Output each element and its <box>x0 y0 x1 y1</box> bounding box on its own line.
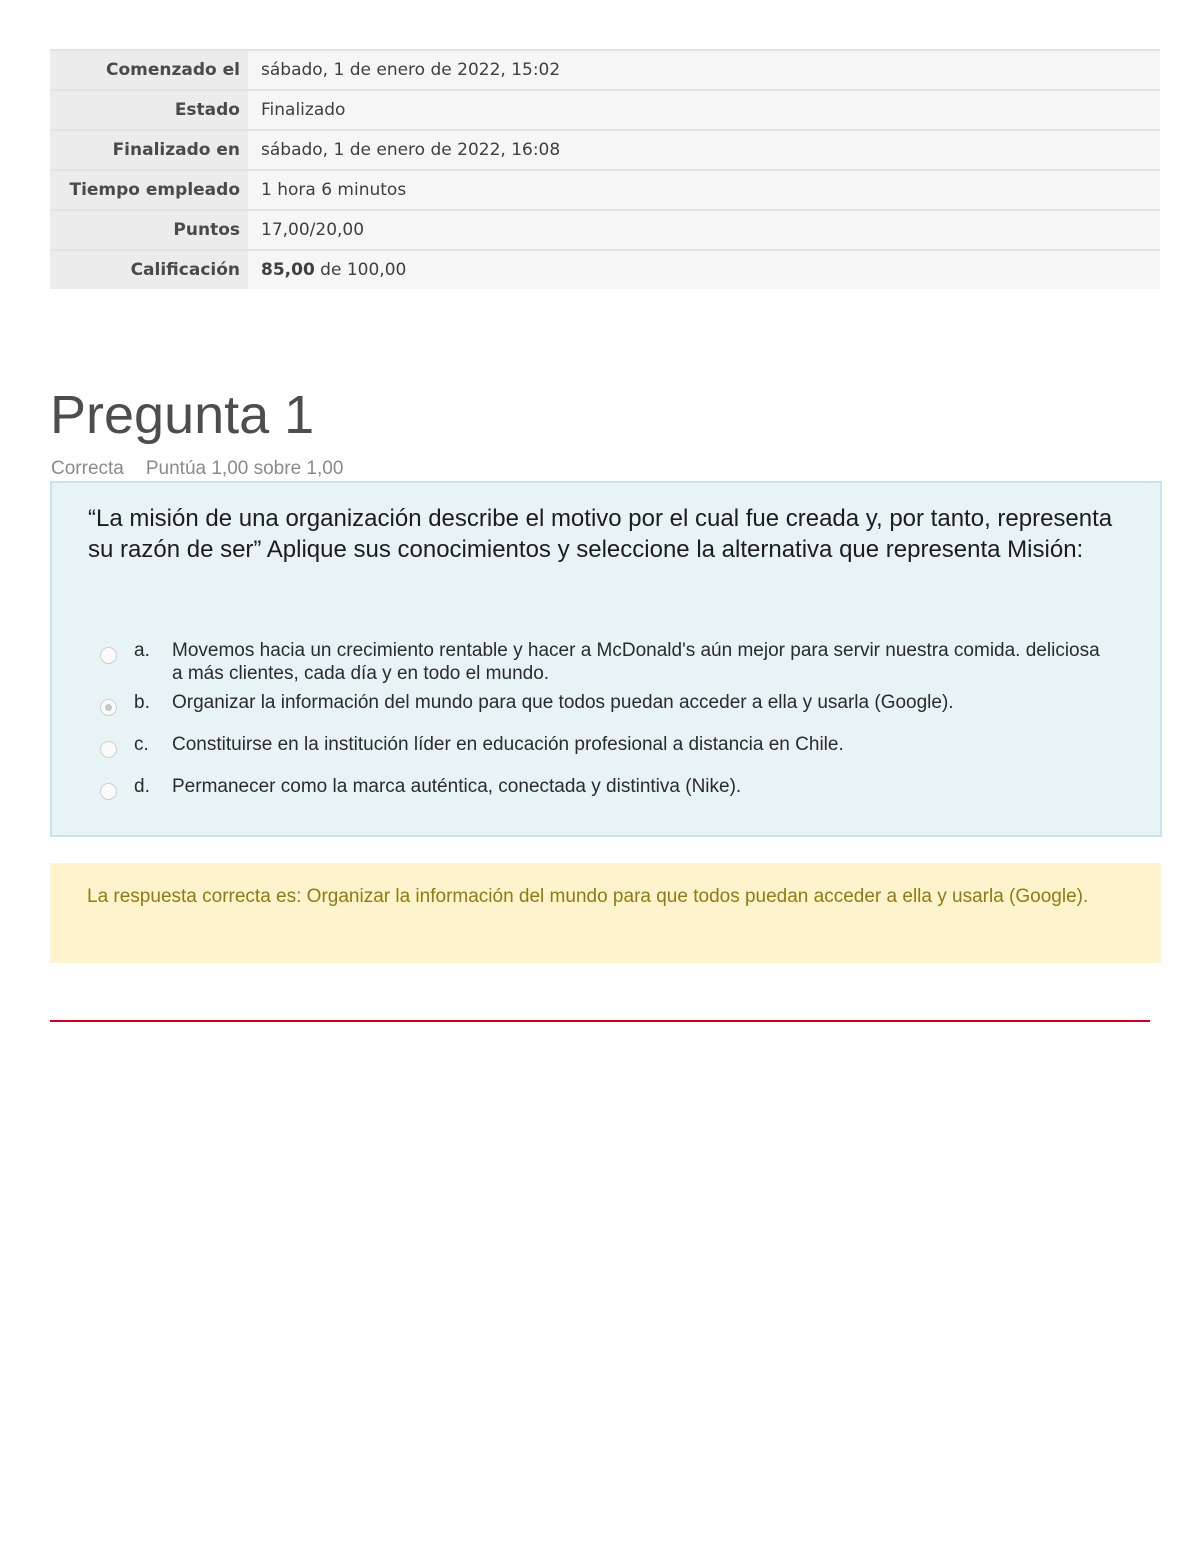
summary-row-time <box>50 170 1160 210</box>
summary-value: 1 hora 6 minutos <box>248 170 1160 210</box>
answer-text: Movemos hacia un crecimiento rentable y hacer a McDonald's aún mejor para servir nuestra comida. deliciosa a más clientes, cada día y en todo el mundo. <box>172 640 1100 684</box>
summary-label: Estado <box>50 90 248 130</box>
radio-button[interactable] <box>100 783 117 800</box>
question-meta <box>51 458 343 480</box>
answer-letter: d. <box>134 776 150 797</box>
question-box <box>50 481 1162 837</box>
question-status: Correcta <box>51 458 124 479</box>
summary-row-finished <box>50 130 1160 170</box>
section-divider <box>50 1020 1150 1022</box>
quiz-summary-table <box>50 49 1160 289</box>
summary-value: sábado, 1 de enero de 2022, 16:08 <box>248 130 1160 170</box>
radio-button[interactable] <box>100 647 117 664</box>
summary-label: Finalizado en <box>50 130 248 170</box>
question-title: Pregunta 1 <box>50 385 315 445</box>
grade-value: 85,00 <box>261 260 315 280</box>
answer-text: Organizar la información del mundo para que todos puedan acceder a ella y usarla (Google). <box>172 692 954 713</box>
summary-label: Calificación <box>50 250 248 289</box>
summary-value: Finalizado <box>248 90 1160 130</box>
feedback-box <box>50 863 1161 963</box>
correct-answer-feedback: La respuesta correcta es: Organizar la información del mundo para que todos puedan acceder a ella y usarla (Google). <box>87 886 1089 907</box>
question-text: “La misión de una organización describe el motivo por el cual fue creada y, por tanto, representa su razón de ser” Aplique sus conocimientos y seleccione la alternativa que representa Misión: <box>88 505 1113 563</box>
summary-label: Tiempo empleado <box>50 170 248 210</box>
summary-row-points <box>50 210 1160 250</box>
answer-letter: a. <box>134 640 150 661</box>
summary-row-state <box>50 90 1160 130</box>
answer-letter: c. <box>134 734 149 755</box>
summary-label: Comenzado el <box>50 50 248 90</box>
answer-letter: b. <box>134 692 150 713</box>
answer-text: Permanecer como la marca auténtica, conectada y distintiva (Nike). <box>172 776 742 797</box>
answer-text: Constituirse en la institución líder en educación profesional a distancia en Chile. <box>172 734 844 755</box>
summary-value: 17,00/20,00 <box>248 210 1160 250</box>
question-score: Puntúa 1,00 sobre 1,00 <box>145 458 344 479</box>
summary-row-grade <box>50 250 1160 289</box>
grade-max: de 100,00 <box>314 260 407 280</box>
radio-button-selected[interactable] <box>100 699 117 716</box>
summary-row-started <box>50 50 1160 90</box>
summary-label: Puntos <box>50 210 248 250</box>
summary-value: sábado, 1 de enero de 2022, 15:02 <box>248 50 1160 90</box>
summary-value <box>248 250 1160 289</box>
radio-button[interactable] <box>100 741 117 758</box>
